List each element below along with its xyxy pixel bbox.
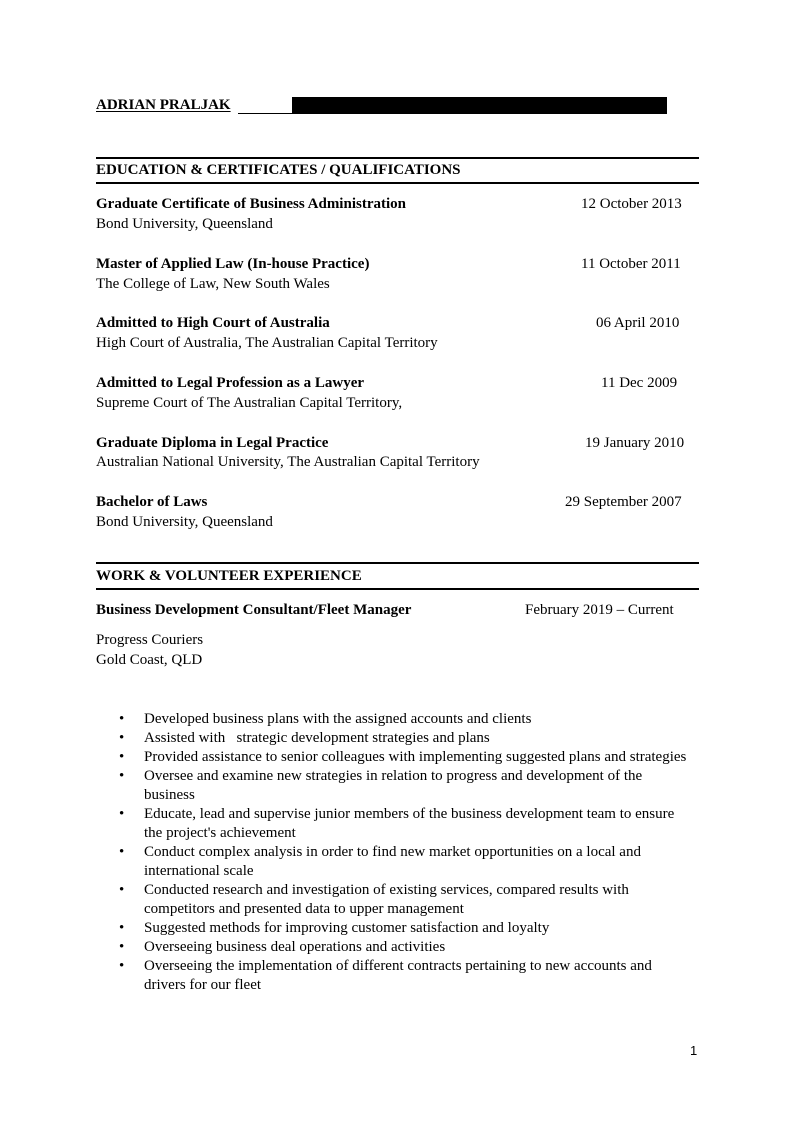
education-top-rule — [96, 157, 699, 159]
education-entry-4-institution: Supreme Court of The Australian Capital Territory, — [96, 395, 403, 411]
education-entry-1-date: 12 October 2013 — [581, 196, 682, 212]
education-entry-6-institution: Bond University, Queensland — [96, 514, 273, 530]
bullet-icon: • — [119, 844, 125, 860]
education-entry-2-institution: The College of Law, New South Wales — [96, 276, 330, 292]
job-responsibilities-list — [96, 710, 696, 995]
bullet-icon: • — [119, 749, 125, 765]
list-item-text: Educate, lead and supervise junior members of the business development team to ensure the project's achievement — [144, 806, 675, 841]
job-date: February 2019 – Current — [525, 602, 674, 618]
list-item — [96, 729, 696, 748]
bullet-icon: • — [119, 806, 125, 822]
list-item — [96, 805, 696, 843]
list-item-text: Oversee and examine new strategies in relation to progress and development of the business — [144, 768, 643, 803]
education-entry-2-date: 11 October 2011 — [581, 256, 681, 272]
page-number: 1 — [690, 1043, 698, 1058]
bullet-icon: • — [119, 920, 125, 936]
list-item — [96, 767, 696, 805]
job-location: Gold Coast, QLD — [96, 652, 203, 668]
list-item — [96, 938, 696, 957]
education-entry-5-institution: Australian National University, The Australian Capital Territory — [96, 454, 480, 470]
list-item — [96, 957, 696, 995]
list-item-text: Suggested methods for improving customer satisfaction and loyalty — [144, 920, 550, 936]
education-entry-3-institution: High Court of Australia, The Australian Capital Territory — [96, 335, 438, 351]
list-item-text: Overseeing business deal operations and activities — [144, 939, 446, 955]
bullet-icon: • — [119, 768, 125, 784]
job-title: Business Development Consultant/Fleet Manager — [96, 602, 412, 618]
list-item-text: Assisted with strategic development strategies and plans — [144, 730, 490, 746]
education-section-title: EDUCATION & CERTIFICATES / QUALIFICATIONS — [96, 162, 461, 178]
redacted-contact-block — [292, 97, 667, 114]
education-entry-4-date: 11 Dec 2009 — [601, 375, 678, 391]
education-entry-6-title: Bachelor of Laws — [96, 494, 208, 510]
education-entry-2-title: Master of Applied Law (In-house Practice) — [96, 256, 370, 272]
list-item-text: Developed business plans with the assigned accounts and clients — [144, 711, 532, 727]
bullet-icon: • — [119, 711, 125, 727]
education-entry-1-institution: Bond University, Queensland — [96, 216, 273, 232]
education-entry-5-title: Graduate Diploma in Legal Practice — [96, 435, 329, 451]
work-section-title: WORK & VOLUNTEER EXPERIENCE — [96, 568, 362, 584]
work-top-rule — [96, 562, 699, 564]
list-item — [96, 748, 696, 767]
list-item-text: Conducted research and investigation of existing services, compared results with competitors and presented data to upper management — [144, 882, 629, 917]
job-company: Progress Couriers — [96, 632, 204, 648]
list-item — [96, 710, 696, 729]
list-item-text: Conduct complex analysis in order to find new market opportunities on a local and international scale — [144, 844, 641, 879]
bullet-icon: • — [119, 958, 125, 974]
work-bottom-rule — [96, 588, 699, 590]
education-bottom-rule — [96, 182, 699, 184]
education-entry-4-title: Admitted to Legal Profession as a Lawyer — [96, 375, 365, 391]
list-item — [96, 843, 696, 881]
education-entry-3-date: 06 April 2010 — [596, 315, 680, 331]
candidate-name: ADRIAN PRALJAK — [96, 97, 231, 113]
bullet-icon: • — [119, 939, 125, 955]
education-entry-3-title: Admitted to High Court of Australia — [96, 315, 330, 331]
list-item — [96, 881, 696, 919]
list-item-text: Provided assistance to senior colleagues with implementing suggested plans and strategies — [144, 749, 687, 765]
list-item-text: Overseeing the implementation of different contracts pertaining to new accounts and drivers for our fleet — [144, 958, 652, 993]
bullet-icon: • — [119, 882, 125, 898]
education-entry-6-date: 29 September 2007 — [565, 494, 682, 510]
name-underline-extension — [238, 113, 294, 114]
list-item — [96, 919, 696, 938]
education-entry-1-title: Graduate Certificate of Business Administration — [96, 196, 406, 212]
bullet-icon: • — [119, 730, 125, 746]
education-entry-5-date: 19 January 2010 — [585, 435, 685, 451]
